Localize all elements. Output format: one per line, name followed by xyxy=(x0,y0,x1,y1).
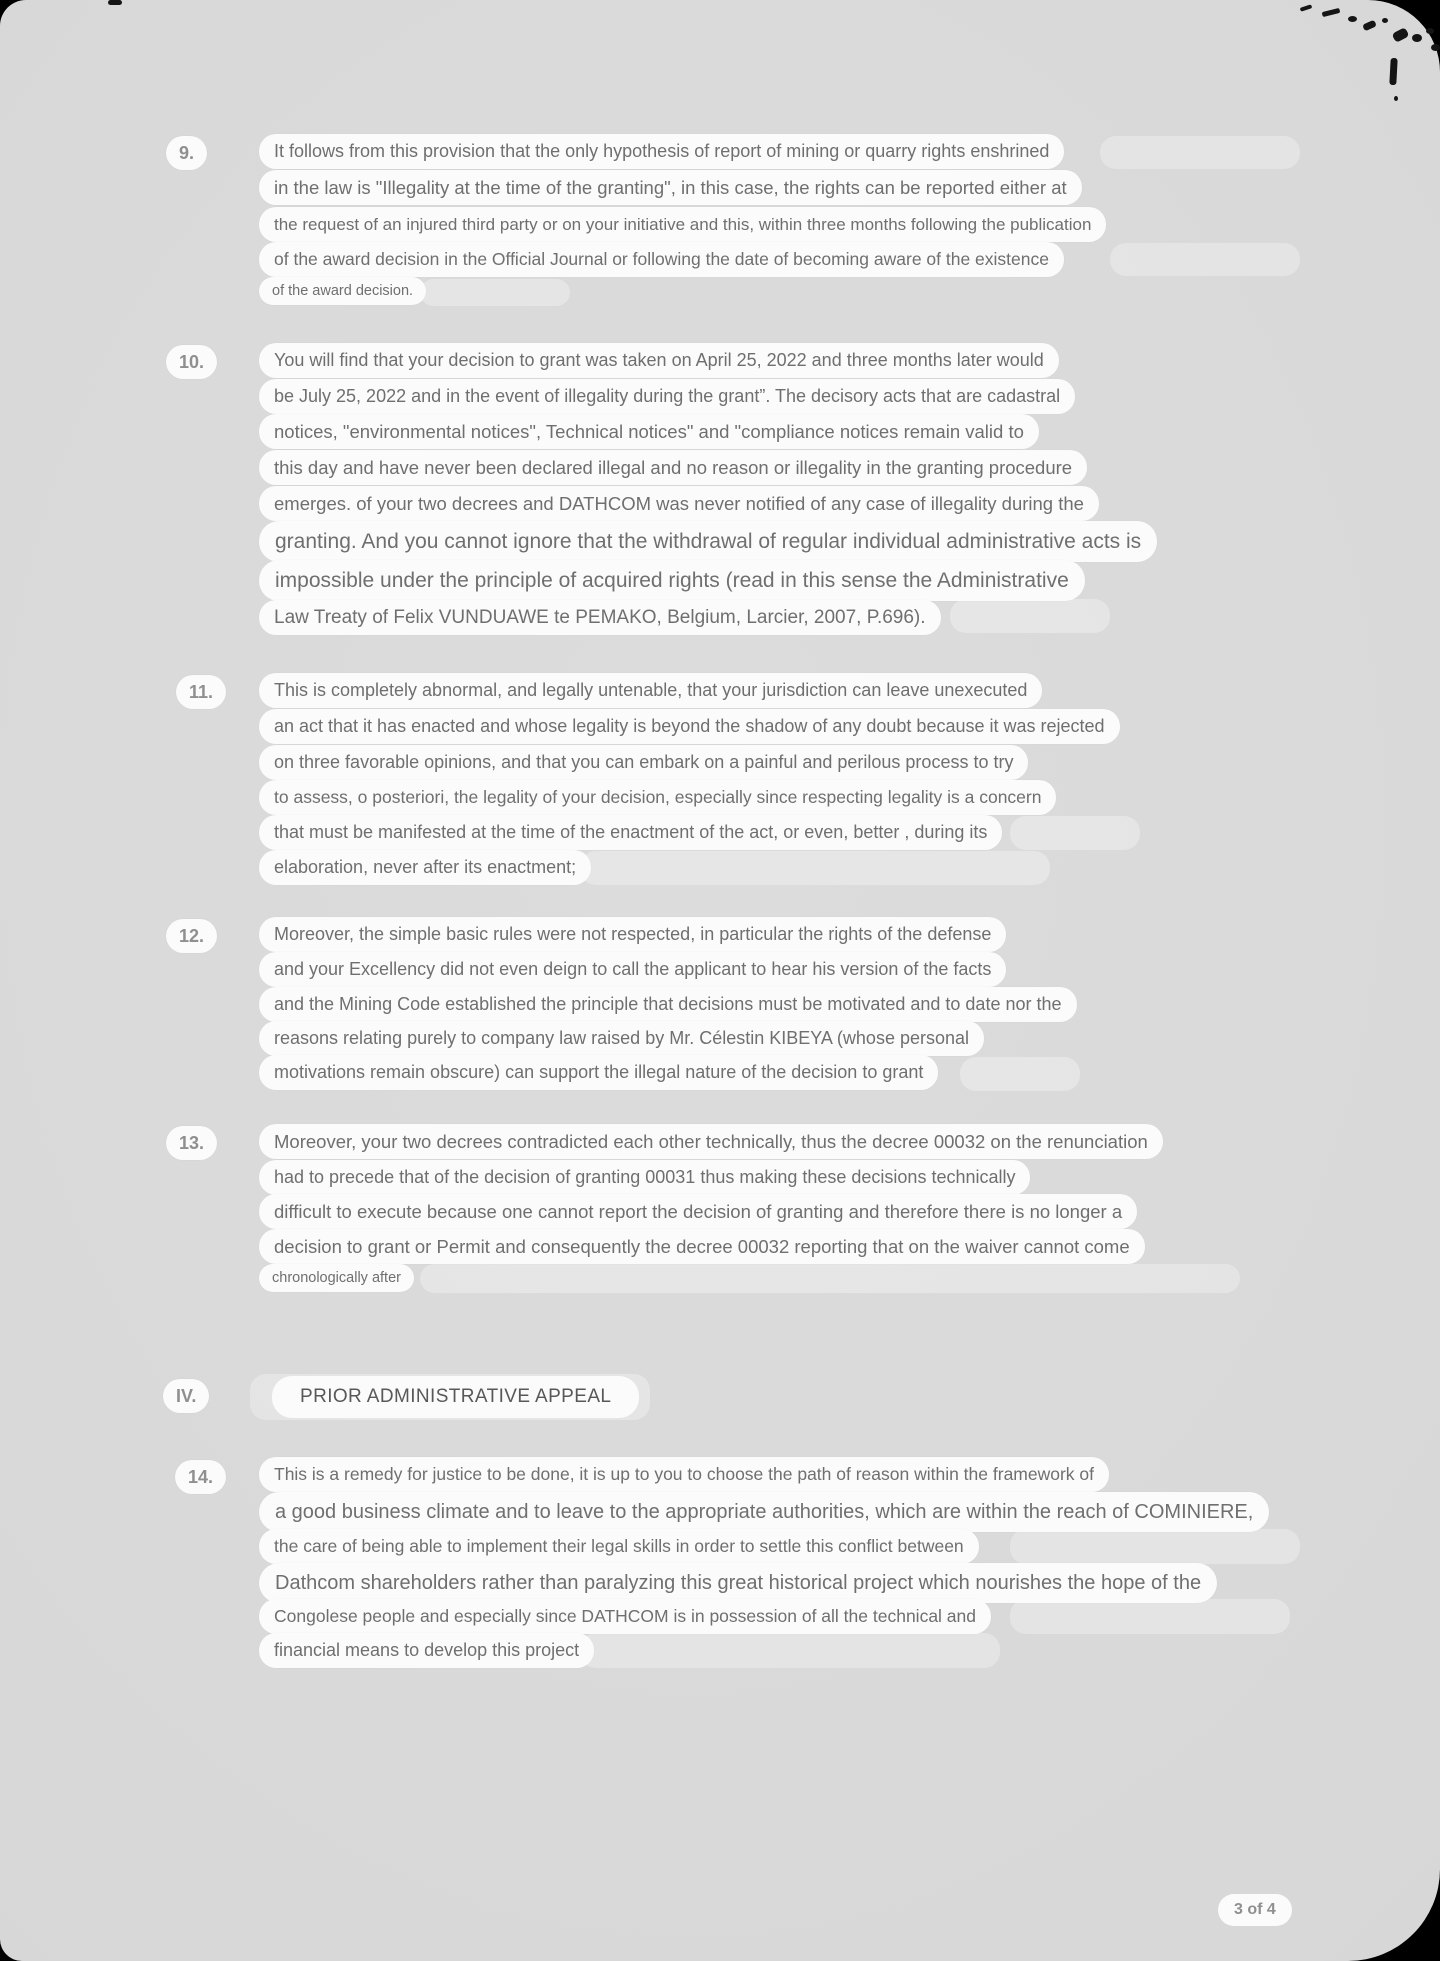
text-line: to assess, o posteriori, the legality of your decision, especially since respecting legality is a concern xyxy=(259,780,1056,815)
paragraph-number-badge: 12. xyxy=(166,919,217,953)
ghost-band xyxy=(960,1057,1080,1091)
ghost-band xyxy=(1010,1599,1290,1634)
ink-mark xyxy=(1389,58,1397,85)
text-line: You will find that your decision to grant was taken on April 25, 2022 and three months later would xyxy=(259,343,1059,378)
text-line: reasons relating purely to company law raised by Mr. Célestin KIBEYA (whose personal xyxy=(259,1021,984,1056)
text-line: be July 25, 2022 and in the event of illegality during the grant”. The decisory acts that are cadastral xyxy=(259,379,1075,414)
text-line: It follows from this provision that the only hypothesis of report of mining or quarry rights enshrined xyxy=(259,134,1064,169)
text-line: difficult to execute because one cannot report the decision of granting and therefore there is no longer a xyxy=(259,1194,1137,1229)
ghost-band xyxy=(1110,243,1300,276)
text-line: This is completely abnormal, and legally untenable, that your jurisdiction can leave unexecuted xyxy=(259,673,1042,708)
ink-speck xyxy=(108,0,122,5)
paragraph-number-badge: 14. xyxy=(175,1460,226,1494)
ink-speck xyxy=(1362,20,1377,32)
section-heading: PRIOR ADMINISTRATIVE APPEAL xyxy=(272,1376,639,1418)
ink-speck xyxy=(1431,44,1440,51)
section-number-badge: IV. xyxy=(163,1379,209,1413)
ink-speck xyxy=(1382,18,1388,23)
text-line: notices, "environmental notices", Technical notices" and "compliance notices remain valid to xyxy=(259,414,1039,449)
text-line: Moreover, the simple basic rules were not respected, in particular the rights of the defense xyxy=(259,917,1006,952)
ghost-band xyxy=(950,599,1110,633)
text-line: that must be manifested at the time of the enactment of the act, or even, better , during its xyxy=(259,815,1002,850)
text-line: and your Excellency did not even deign to call the applicant to hear his version of the facts xyxy=(259,952,1006,987)
text-line: impossible under the principle of acquired rights (read in this sense the Administrative xyxy=(259,560,1085,601)
ghost-band xyxy=(1010,816,1140,850)
text-line: emerges. of your two decrees and DATHCOM was never notified of any case of illegality during the xyxy=(259,486,1099,521)
text-line: Law Treaty of Felix VUNDUAWE te PEMAKO, Belgium, Larcier, 2007, P.696). xyxy=(259,600,941,635)
text-line: an act that it has enacted and whose legality is beyond the shadow of any doubt because it was rejected xyxy=(259,709,1120,744)
text-line: the care of being able to implement their legal skills in order to settle this conflict between xyxy=(259,1529,979,1564)
paragraph-number-badge: 10. xyxy=(166,345,217,379)
text-line: motivations remain obscure) can support the illegal nature of the decision to grant xyxy=(259,1055,938,1090)
text-line: and the Mining Code established the principle that decisions must be motivated and to date nor the xyxy=(259,987,1077,1022)
text-line: on three favorable opinions, and that you can embark on a painful and perilous process to try xyxy=(259,745,1028,780)
text-line: Moreover, your two decrees contradicted each other technically, thus the decree 00032 on the renunciation xyxy=(259,1124,1163,1159)
text-line: financial means to develop this project xyxy=(259,1633,594,1668)
ghost-band xyxy=(1100,136,1300,169)
paragraph-number-badge: 11. xyxy=(176,675,226,709)
ink-speck xyxy=(1412,34,1422,42)
ink-speck xyxy=(1300,4,1313,12)
page-indicator-badge: 3 of 4 xyxy=(1218,1894,1292,1926)
ink-speck xyxy=(1322,8,1341,17)
ink-speck xyxy=(1348,16,1357,22)
ghost-band xyxy=(1010,1529,1300,1564)
ink-speck xyxy=(1426,28,1434,34)
paragraph-number-badge: 9. xyxy=(166,136,207,170)
ghost-band xyxy=(580,1633,1000,1668)
text-line: a good business climate and to leave to the appropriate authorities, which are within the reach of COMINIERE, xyxy=(259,1492,1269,1532)
ghost-band xyxy=(420,1264,1240,1293)
text-line: of the award decision in the Official Journal or following the date of becoming aware of the existence xyxy=(259,242,1064,277)
text-line: This is a remedy for justice to be done, it is up to you to choose the path of reason within the framework of xyxy=(259,1457,1109,1492)
text-line: Dathcom shareholders rather than paralyzing this great historical project which nourishes the hope of the xyxy=(259,1563,1217,1603)
ink-speck xyxy=(1392,27,1410,43)
ghost-band xyxy=(580,851,1050,885)
ghost-band xyxy=(420,279,570,306)
text-line: elaboration, never after its enactment; xyxy=(259,850,591,885)
text-line: of the award decision. xyxy=(259,277,426,305)
text-line: chronologically after xyxy=(259,1264,414,1292)
text-line: Congolese people and especially since DATHCOM is in possession of all the technical and xyxy=(259,1599,991,1634)
text-line: had to precede that of the decision of granting 00031 thus making these decisions technically xyxy=(259,1160,1030,1195)
paragraph-number-badge: 13. xyxy=(166,1126,217,1160)
text-line: decision to grant or Permit and consequently the decree 00032 reporting that on the waiver cannot come xyxy=(259,1229,1145,1264)
ink-speck xyxy=(1394,96,1398,101)
text-line: the request of an injured third party or on your initiative and this, within three months following the publication xyxy=(259,207,1106,242)
text-line: granting. And you cannot ignore that the withdrawal of regular individual administrative acts is xyxy=(259,521,1157,562)
text-line: in the law is "Illegality at the time of the granting", in this case, the rights can be reported either at xyxy=(259,170,1082,205)
text-line: this day and have never been declared illegal and no reason or illegality in the granting procedure xyxy=(259,450,1087,485)
